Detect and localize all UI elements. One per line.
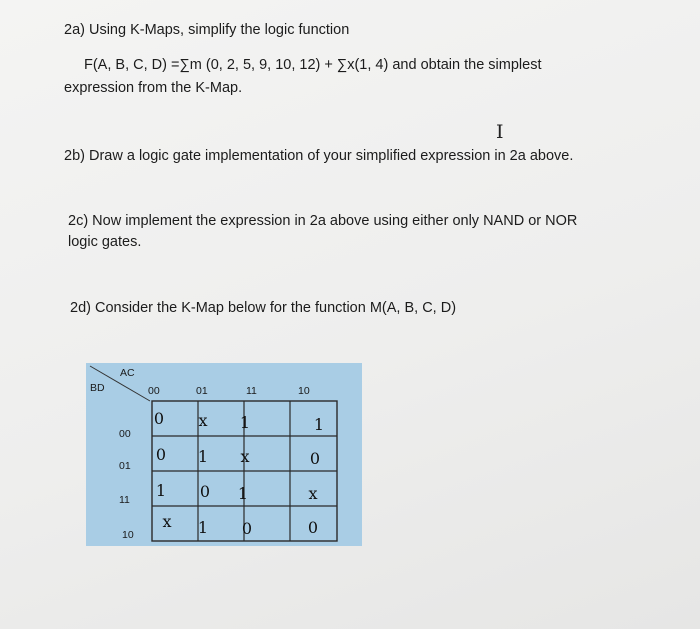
kmap-cell: 1 xyxy=(313,415,325,434)
kmap-figure xyxy=(86,363,362,546)
text-cursor-icon: I xyxy=(496,121,504,143)
kmap-cell: 0 xyxy=(199,482,211,501)
kmap-row-header: 00 xyxy=(119,428,131,440)
kmap-col-header: 11 xyxy=(246,385,257,397)
kmap-col-header: 10 xyxy=(298,385,310,397)
kmap-cell: x xyxy=(308,484,318,503)
kmap-cell: 0 xyxy=(155,445,167,464)
kmap-cell: x xyxy=(198,411,208,430)
question-2d-text: 2d) Consider the K-Map below for the function M(A, B, C, D) xyxy=(70,300,457,316)
question-2c xyxy=(68,211,628,253)
kmap-col-variable-label: AC xyxy=(120,367,135,379)
kmap-cell: x xyxy=(162,512,172,531)
kmap-row-variable-label: BD xyxy=(90,382,105,394)
kmap-row-header: 11 xyxy=(119,494,130,506)
question-2c-line1: 2c) Now implement the expression in 2a above using either only NAND or NOR xyxy=(68,213,578,229)
question-2a-function: F(A, B, C, D) =∑m (0, 2, 5, 9, 10, 12) + ∑x(1, 4) and obtain the simplest xyxy=(84,57,542,73)
kmap-cell: 0 xyxy=(307,518,319,537)
kmap-cell: 1 xyxy=(237,484,249,503)
question-2a-function-cont: expression from the K-Map. xyxy=(64,80,243,96)
kmap-cell: 1 xyxy=(197,447,209,466)
question-2c-line2: logic gates. xyxy=(68,234,142,250)
kmap-cell: 0 xyxy=(153,409,165,428)
kmap-cell: 1 xyxy=(155,481,167,500)
question-2b-text: 2b) Draw a logic gate implementation of your simplified expression in 2a above. xyxy=(64,148,574,164)
kmap-cell: 0 xyxy=(241,519,253,538)
kmap-col-header: 01 xyxy=(196,385,208,397)
kmap-cell: 1 xyxy=(239,413,251,432)
kmap-cell: 1 xyxy=(197,518,209,537)
question-2a-text: 2a) Using K-Maps, simplify the logic function xyxy=(64,22,350,38)
kmap-row-header: 10 xyxy=(122,529,134,541)
kmap-cell: x xyxy=(240,447,250,466)
kmap-cell: 0 xyxy=(309,449,321,468)
kmap-row-header: 01 xyxy=(119,460,131,472)
kmap-col-header: 00 xyxy=(148,385,160,397)
